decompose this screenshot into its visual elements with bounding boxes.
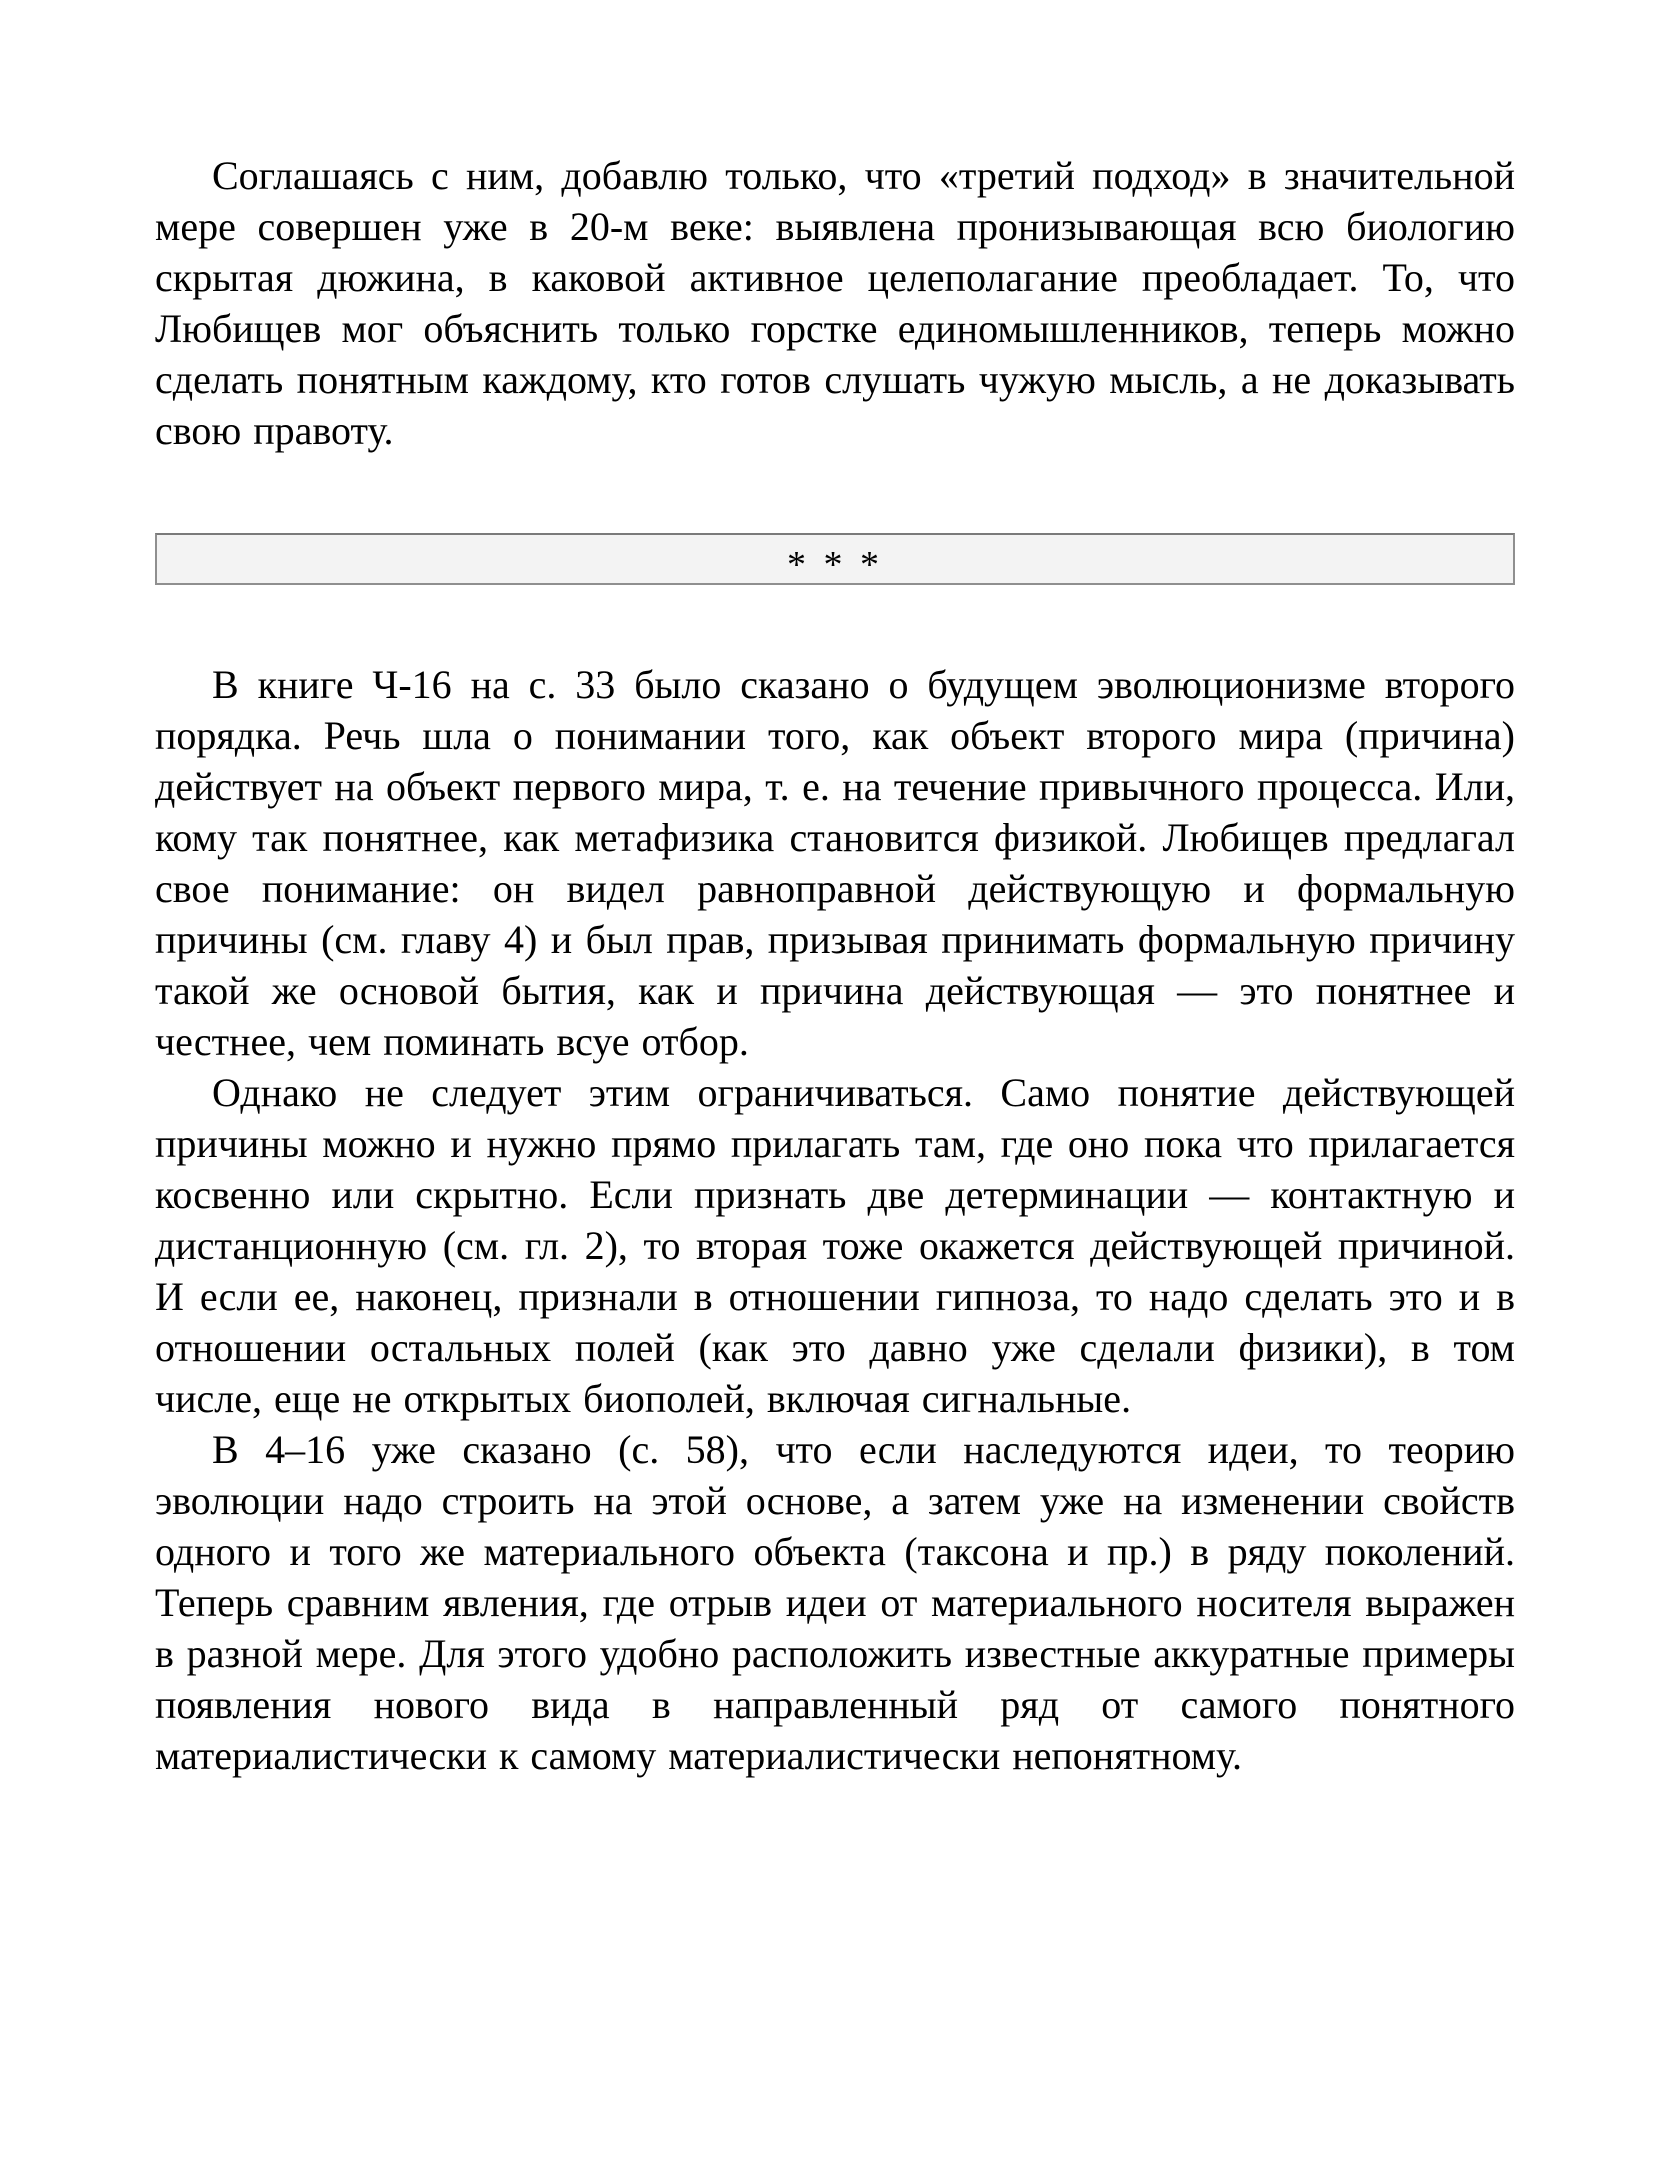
separator-asterisks: * * * xyxy=(787,544,883,586)
paragraph-1: Соглашаясь с ним, добавлю только, что «третий подход» в значительной мере совершен уже в 20-м веке: выявлена пронизывающая всю биологию скрытая дюжина, в каковой активное целеполагание преобладает. То, что Любищев мог объяснить только горстке единомышленников, теперь можно сделать понятным каждому, кто готов слушать чужую мысль, а не доказывать свою правоту. xyxy=(155,153,1515,453)
paragraph-4: В 4–16 уже сказано (с. 58), что если наследуются идеи, то теорию эволюции надо строить на этой основе, а затем уже на изменении свойств одного и того же материального объекта (таксона и пр.) в ряду поколений. Теперь сравним явления, где отрыв идеи от материального носителя выражен в разной мере. Для этого удобно расположить известные аккуратные примеры появления нового вида в направленный ряд от самого понятного материалистически к самому материалистически непонятному. xyxy=(155,1427,1515,1778)
paragraph-2: В книге Ч-16 на с. 33 было сказано о будущем эволюционизме второго порядка. Речь шла о понимании того, как объект второго мира (причина) действует на объект первого мира, т. е. на течение привычного процесса. Или, кому так понятнее, как метафизика становится физикой. Любищев предлагал свое понимание: он видел равноправной действующую и формальную причины (см. главу 4) и был прав, призывая принимать формальную причину такой же основой бытия, как и причина действующая — это понятнее и честнее, чем поминать всуе отбор. xyxy=(155,662,1515,1064)
paragraph-3: Однако не следует этим ограничиваться. Само понятие действующей причины можно и нужно прямо прилагать там, где оно пока что прилагается косвенно или скрытно. Если признать две детерминации — контактную и дистанционную (см. гл. 2), то вторая тоже окажется действующей причиной. И если ее, наконец, признали в отношении гипноза, то надо сделать это и в отношении остальных полей (как это давно уже сделали физики), в том числе, еще не открытых биополей, включая сигнальные. xyxy=(155,1070,1515,1421)
section-separator xyxy=(155,533,1515,585)
